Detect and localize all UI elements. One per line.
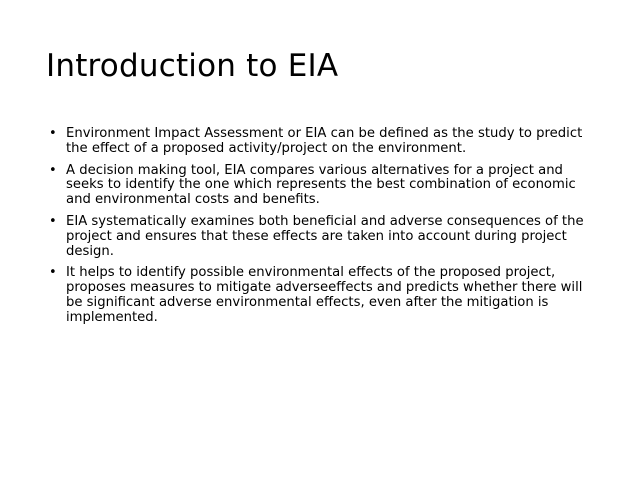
bullet-icon: • <box>49 162 57 178</box>
bullet-item <box>46 215 594 259</box>
bullet-text: EIA systematically examines both beneficial and adverse consequences of the project and ensures that these effects are taken into account during project design. <box>66 213 584 259</box>
slide-title: Introduction to EIA <box>46 48 339 84</box>
bullet-icon: • <box>49 265 57 281</box>
bullet-item <box>46 266 594 325</box>
bullet-item <box>46 127 594 157</box>
bullet-list <box>46 127 594 333</box>
bullet-item <box>46 164 594 208</box>
bullet-text: It helps to identify possible environmental effects of the proposed project, proposes measures to mitigate adverseeffects and predicts whether there will be significant adverse environmental effects, even after the mitigation is implemented. <box>66 265 583 325</box>
bullet-text: A decision making tool, EIA compares various alternatives for a project and seeks to identify the one which represents the best combination of economic and environmental costs and benefits. <box>66 162 576 208</box>
bullet-text: Environment Impact Assessment or EIA can be defined as the study to predict the effect of a proposed activity/project on the environment. <box>66 126 583 156</box>
bullet-icon: • <box>49 126 57 141</box>
bullet-icon: • <box>49 213 57 229</box>
